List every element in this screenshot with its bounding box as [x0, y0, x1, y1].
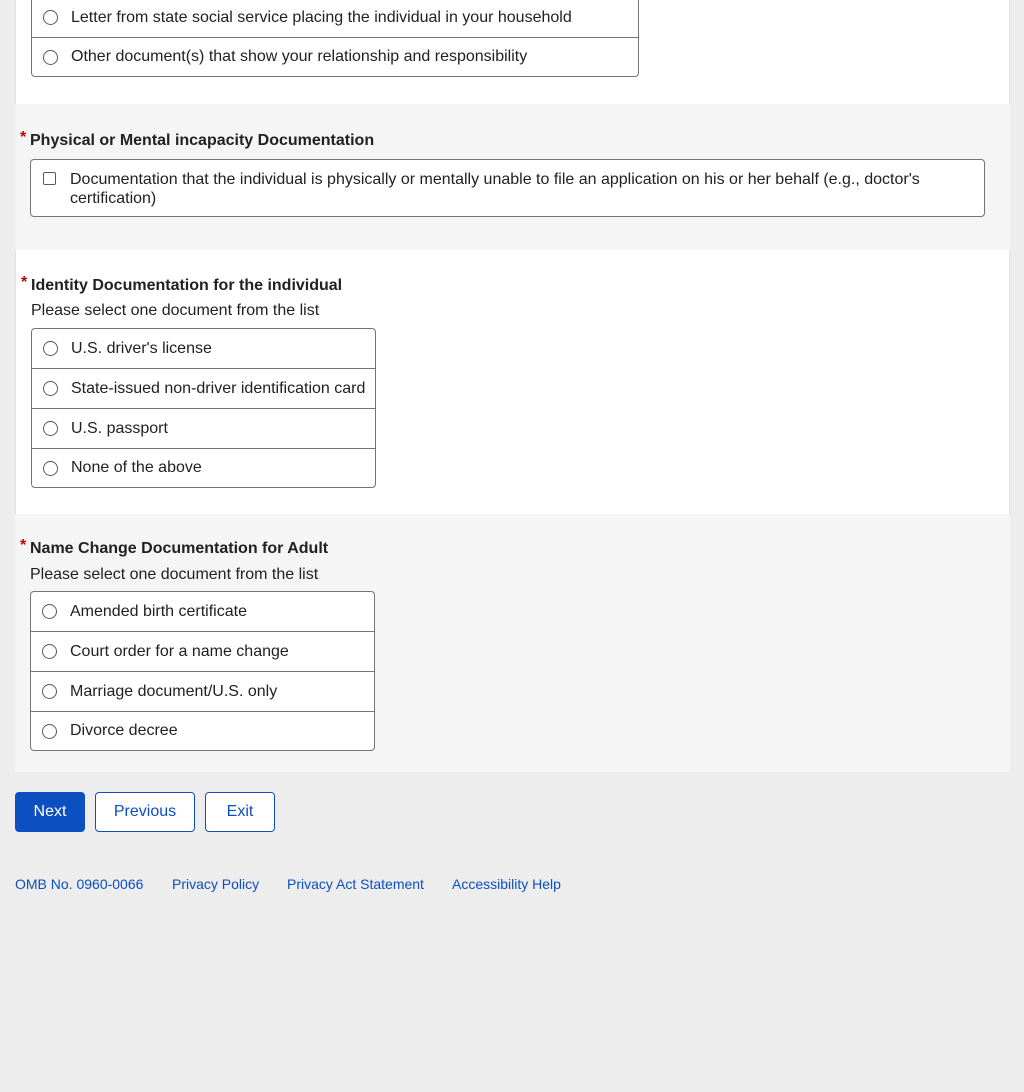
- option-label: None of the above: [71, 459, 202, 476]
- question-title: [21, 274, 343, 295]
- option-label: Divorce decree: [70, 722, 178, 739]
- radio-option[interactable]: [31, 592, 374, 632]
- question-subtitle: Please select one document from the list: [31, 302, 320, 319]
- radio-option[interactable]: [31, 672, 374, 712]
- identity-options: [31, 328, 376, 488]
- radio-icon[interactable]: [43, 50, 58, 65]
- name-change-options: [30, 591, 375, 751]
- option-label: Letter from state social service placing the individual in your household: [71, 8, 572, 26]
- previous-button[interactable]: Previous: [95, 792, 195, 832]
- omb-number-link[interactable]: OMB No. 0960-0066: [15, 876, 144, 892]
- privacy-act-statement-link[interactable]: Privacy Act Statement: [287, 876, 424, 892]
- required-marker: *: [20, 537, 27, 554]
- option-label: U.S. driver's license: [71, 339, 212, 357]
- checkbox-option[interactable]: [31, 160, 984, 216]
- identity-section: [15, 250, 1010, 514]
- privacy-policy-link[interactable]: Privacy Policy: [172, 876, 260, 892]
- option-label: State-issued non-driver identification card: [71, 379, 366, 397]
- radio-icon[interactable]: [42, 724, 57, 739]
- question-subtitle: Please select one document from the list: [30, 566, 319, 583]
- incapacity-section: [15, 104, 1010, 250]
- next-button[interactable]: Next: [15, 792, 85, 832]
- radio-option[interactable]: [32, 329, 375, 369]
- radio-option[interactable]: [32, 449, 375, 487]
- radio-icon[interactable]: [42, 684, 57, 699]
- radio-option[interactable]: [31, 632, 374, 672]
- radio-option[interactable]: [32, 369, 375, 409]
- radio-option[interactable]: [31, 712, 374, 750]
- option-label: Documentation that the individual is physically or mentally unable to file an application on his or her behalf (e.g., doctor's certification): [70, 171, 920, 207]
- accessibility-help-link[interactable]: Accessibility Help: [452, 876, 561, 892]
- option-label: U.S. passport: [71, 419, 168, 437]
- question-title: [20, 537, 329, 558]
- name-change-section: [15, 514, 1010, 772]
- question-title-text: Identity Documentation for the individual: [31, 277, 343, 294]
- required-marker: *: [20, 129, 27, 146]
- option-label: Court order for a name change: [70, 642, 289, 660]
- question-title: [20, 129, 375, 150]
- radio-icon[interactable]: [43, 381, 58, 396]
- radio-icon[interactable]: [42, 644, 57, 659]
- incapacity-options: [30, 159, 985, 217]
- radio-icon[interactable]: [43, 341, 58, 356]
- radio-option[interactable]: [32, 409, 375, 449]
- exit-button[interactable]: Exit: [205, 792, 275, 832]
- radio-option[interactable]: [32, 0, 638, 38]
- option-label: Amended birth certificate: [70, 602, 247, 620]
- option-label: Marriage document/U.S. only: [70, 682, 278, 700]
- radio-icon[interactable]: [43, 461, 58, 476]
- question-title-text: Physical or Mental incapacity Documentation: [30, 132, 375, 149]
- required-marker: *: [21, 274, 28, 291]
- relationship-options: [31, 0, 639, 77]
- checkbox-icon[interactable]: [43, 172, 56, 185]
- radio-icon[interactable]: [42, 604, 57, 619]
- radio-icon[interactable]: [43, 10, 58, 25]
- question-title-text: Name Change Documentation for Adult: [30, 540, 329, 557]
- radio-icon[interactable]: [43, 421, 58, 436]
- radio-option[interactable]: [32, 38, 638, 76]
- relationship-section: [15, 0, 1010, 104]
- option-label: Other document(s) that show your relationship and responsibility: [71, 48, 528, 65]
